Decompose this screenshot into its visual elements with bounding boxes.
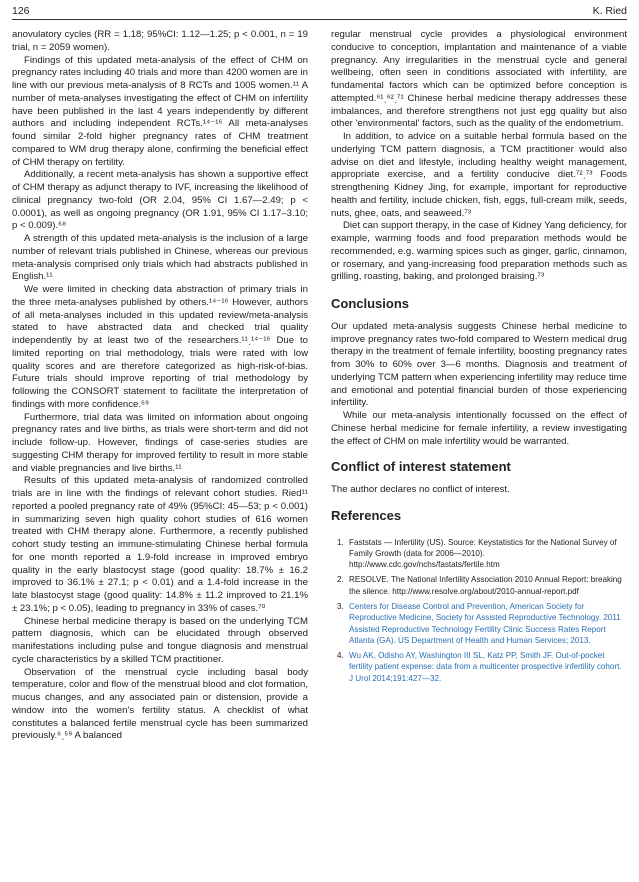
reference-item: [331, 537, 627, 571]
paragraph-p5: Furthermore, trial data was limited on information about ongoing pregnancy rates and live births, as trials were short-term and did not include follow-up. However, findings of case-series studies are suggesting CHM therapy for improved fertility to result in more stable and viable pregnancies and live births.¹¹: [12, 411, 308, 474]
reference-item: [331, 574, 627, 597]
running-author: K. Ried: [592, 5, 627, 17]
reference-list: [331, 537, 627, 685]
paragraph-p2: Additionally, a recent meta-analysis has shown a supportive effect of CHM therapy as adjunct therapy to IVF, increasing the likelihood of clinical pregnancy two-fold (OR 2.04, 95% CI 1.67—2.49; p < 0.0001), as well as ongoing pregnancy (OR 1.91, 95% CI 1.17–3.10; p < 0.009).⁶⁸: [12, 169, 308, 232]
running-header: [12, 3, 627, 20]
reference-text: Wu AK, Odisho AY, Washington III SL, Katz PP, Smith JF. Out-of-pocket fertility patient expense: data from a multicenter prospective infertility cohort. J Urol 2014;191:427—32.: [349, 651, 622, 683]
paragraph-p4: We were limited in checking data abstraction of primary trials in the three meta-analyses published by others.¹⁴⁻¹⁶ However, authors of all meta-analyses included in this updated review/meta-analysis stated to have abstracted data and checked trial quality independently by at least two of the researchers.¹¹ˏ¹⁴⁻¹⁶ Due to limited reporting on trial methodology, trials were rated with low quality scores and are therefore categorized as high-risk-of-bias. Future trials should improve reporting of trial methodology by following the CONSORT statement to facilitate the interpretation of findings with more confidence.⁶⁹: [12, 284, 308, 410]
reference-number: 1.: [337, 537, 344, 547]
page-number: 126: [12, 5, 30, 17]
paragraph-p6: Results of this updated meta-analysis of randomized controlled trials are in line with the findings of relevant cohort studies. Ried¹¹ reported a pooled pregnancy rate of 49% (95%CI: 45—53; p < 0.001) in summarizing seven high quality cohort studies of 616 women treated with CHM therapy alone. Furthermore, a recently published cohort study testing an immune-stimulating Chinese herbal formula for one month reported a 1.9-fold increase in improved embryo quality in the early blastocyst stage (good quality: 18.7% ± 16.2 improved to 36.1% ± 27.1; p < 0.01) and a 1.4-fold increase in the late blastocyst stage (good quality: 14.8% ± 11.2 improved to 21.1% ± 23.1%; p < 0.05), leading to pregnancy in 33% of cases.⁷⁰: [12, 475, 308, 614]
reference-text: Faststats — Infertility (US). Source: Keystatistics for the National Survey of Family Growth (data for 2006—2010). http://www.cdc.gov/nchs/fastats/fertile.htm: [349, 537, 617, 570]
reference-item: [331, 650, 627, 684]
paragraph-p8: Observation of the menstrual cycle including basal body temperature, color and flow of the menstrual blood and clot formation, mucus changes, and any associated pain or distension, provide a window into the women's fertility status. A checklist of what constitutes a balanced fertile menstrual cycle has been summarized previously.⁶ˏ⁵⁹ A balanced: [12, 666, 308, 742]
right-column: [331, 29, 627, 688]
section-heading-h_refs: References: [331, 507, 402, 523]
section-heading-h_coi: Conflict of interest statement: [331, 459, 511, 475]
reference-number: 3.: [337, 601, 344, 611]
reference-number: 4.: [337, 651, 344, 661]
paragraph-p3: A strength of this updated meta-analysis is the inclusion of a large number of relevant trials published in Chinese, whereas our previous meta-analysis comprised only trials which had abstracts published in English.¹¹: [12, 233, 308, 283]
paragraph-r0: regular menstrual cycle provides a physiological environment conducive to conception, implantation and maintenance of a viable pregnancy. Any irregularities in the menstrual cycle and general wellbeing, often seen in conditions associated with infertility, are fundamental factors which can be optimized before conception is attempted.⁶¹ˏ⁶²ˏ⁷¹ Chinese herbal medicine therapy addresses these imbalances, and therefore strengthens not just egg quality but also other 'environmental' factors, such as the quality of the endometrium.: [331, 29, 627, 130]
reference-item: [331, 601, 627, 646]
paragraph-r1: In addition, to advice on a suitable herbal formula based on the underlying TCM pattern diagnosis, a TCM practitioner would also advise on diet and lifestyle, including healthy weight management, appropriate exercise, and a fertility conducive diet.⁷²ˏ⁷³ Foods strengthening Kidney Jing, for example, important for reproductive health and fertility, include chicken, fish, eggs, full-cream milk, seeds, nuts, ghee, oats, and seaweed.⁷³: [331, 131, 627, 219]
paragraph-p1: Findings of this updated meta-analysis of the effect of CHM on pregnancy rates including 40 trials and more than 4200 women are in line with our previous meta-analysis of 8 RCTs and 1005 women.¹¹ A number of meta-analyses investigating the effect of CHM on infertility have been published in the last 4 years independently by different authors and including independent RCTs.¹⁴⁻¹⁶ All meta-analyses found similar 2-fold higher pregnancy rates of CHM treatment compared to WM drug therapy alone, confirming the beneficial effect of CHM therapy on fertility.: [12, 54, 308, 168]
paragraph-p7: Chinese herbal medicine therapy is based on the underlying TCM pattern diagnosis, which can be elucidated through observed manifestations including pulse and tongue diagnosis and menstrual cycle characteristics by a skilled TCM practitioner.: [12, 615, 308, 665]
left-column: [12, 29, 308, 743]
reference-text: RESOLVE. The National Infertility Association 2010 Annual Report: breaking the silence. http://www.resolve.org/about/2010-annual-report.pdf: [349, 575, 622, 596]
paragraph-r3: Our updated meta-analysis suggests Chinese herbal medicine to improve pregnancy rates two-fold compared to Western medical drug therapy in the treatment of female infertility, boosting pregnancy rates from 30% to 60% over 3—6 months. Diagnosis and treatment of underlying TCM pattern when experiencing infertility may reduce time and emotional and potential financial burden of those experiencing infertility.: [331, 320, 627, 409]
paragraph-r5: The author declares no conflict of interest.: [331, 484, 510, 495]
paragraph-r2: Diet can support therapy, in the case of Kidney Yang deficiency, for example, warming foods and food preparation methods would be recommended, e.g. warming spices such as ginger, garlic, cinnamon, or rosemary, and yang-increasing food preparation methods such as grilling, roasting, baking, and prolonged braising.⁷³: [331, 220, 627, 283]
paragraph-p0: anovulatory cycles (RR = 1.18; 95%CI: 1.12—1.25; p < 0.001, n = 19 trial, n = 2059 women).: [12, 29, 308, 53]
reference-text: Centers for Disease Control and Prevention, American Society for Reproductive Medicine, Society for Assisted Reproductive Technology. 2011 Assisted Reproductive Technology Fertility Clinic Success Rates Report Atlanta (GA). US Department of Health and Human Services; 2013.: [349, 601, 621, 645]
section-heading-h_concl: Conclusions: [331, 296, 410, 311]
paragraph-r4: While our meta-analysis intentionally focussed on the effect of Chinese herbal medicine for female infertility, a review investigating the effect of CHM on male infertility would be warranted.: [331, 410, 627, 447]
reference-number: 2.: [337, 575, 344, 585]
